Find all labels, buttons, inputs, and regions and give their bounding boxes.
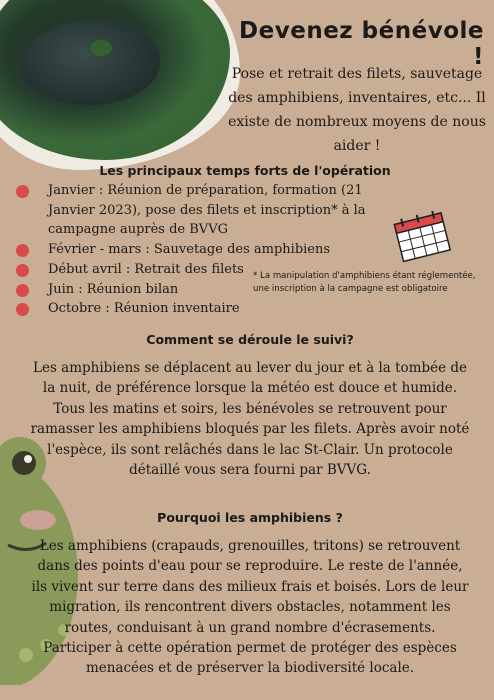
list-item: Janvier : Réunion de préparation, formation (21 Janvier 2023), pose des filets et inscription* à la campagne auprès de BVVG [14, 181, 394, 240]
pourquoi-text: Les amphibiens (crapauds, grenouilles, tritons) se retrouvent dans des points d'eau pour se reproduire. Le reste de l'année, ils vivent sur terre dans des milieux frais et boisés. Lors de leur migration, ils rencontrent divers obstacles, notamment les routes, conduisant à un grand nombre d'écrasements. Participer à cette opération permet de protéger des espèces menacées et de préserver la biodiversité locale. [31, 538, 469, 677]
page-title: Devenez bénévole ! [239, 18, 484, 70]
list-item: Juin : Réunion bilan [14, 280, 394, 300]
footnote: * La manipulation d'amphibiens étant réglementée, une inscription à la campagne est obligatoire [253, 271, 476, 294]
calendar-icon [388, 208, 458, 264]
lake [20, 20, 160, 105]
suivi-text: Les amphibiens se déplacent au lever du jour et à la tombée de la nuit, de préférence lorsque la météo est douce et humide. Tous les matins et soirs, les bénévoles se retrouvent pour ramasser les amphibiens bloqués par les filets. Après avoir noté l'espèce, ils sont relâchés dans le lac St-Clair. Un protocole détaillé vous sera fourni par BVVG. [30, 360, 470, 479]
pourquoi-heading: Pourquoi les amphibiens ? [157, 510, 343, 525]
suivi-heading: Comment se déroule le suivi? [146, 332, 354, 347]
bullet-dot [16, 264, 29, 277]
bullet-dot [16, 185, 29, 198]
list-item: Février - mars : Sauvetage des amphibiens [14, 240, 394, 260]
bullet-dot [16, 284, 29, 297]
timeline-heading: Les principaux temps forts de l'opération [99, 163, 391, 178]
bullet-dot [16, 244, 29, 257]
list-item: Début avril : Retrait des filets [14, 260, 394, 280]
timeline-list [14, 181, 394, 319]
list-item: Octobre : Réunion inventaire [14, 299, 394, 319]
bullet-dot [16, 303, 29, 316]
intro-text: Pose et retrait des filets, sauvetage des amphibiens, inventaires, etc... Il existe de nombreux moyens de nous aider ! [228, 66, 486, 154]
island [90, 40, 112, 56]
